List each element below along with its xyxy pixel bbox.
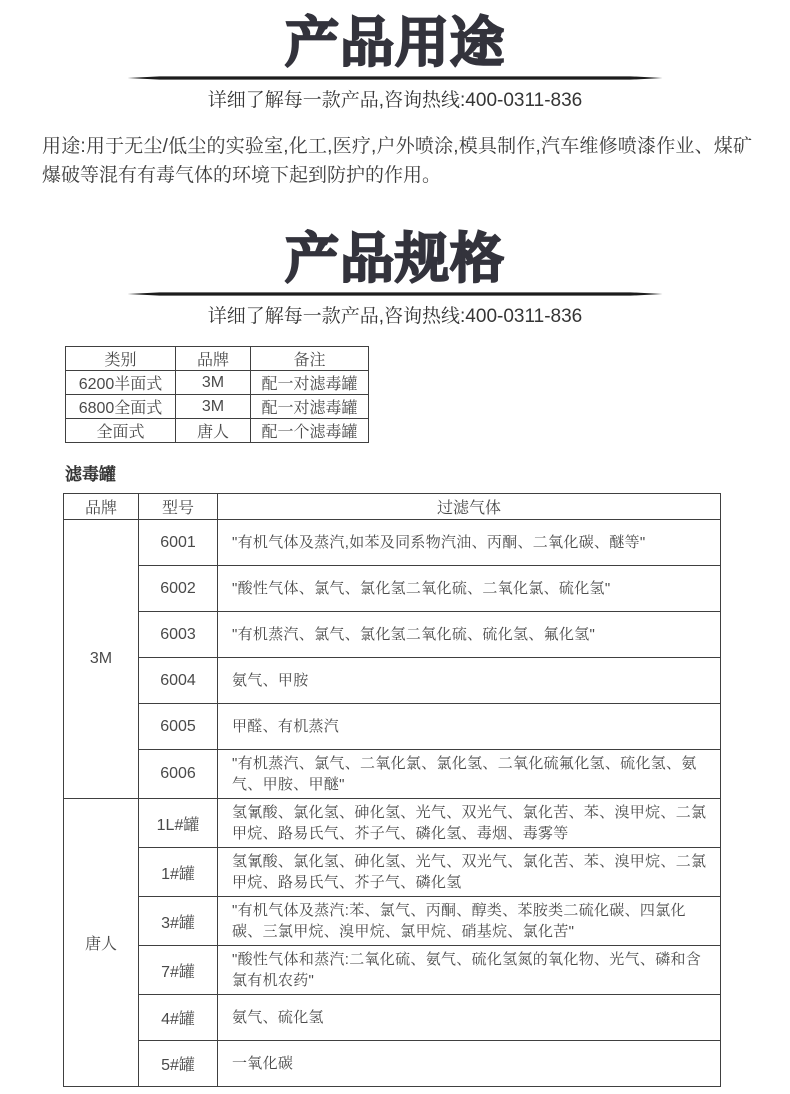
hotline-text: 详细了解每一款产品,咨询热线:400-0311-836	[207, 90, 583, 111]
cell-gases: "有机蒸汽、氯气、二氧化氯、氯化氢、二氧化硫氟化氢、硫化氢、氨气、甲胺、甲醚"	[218, 750, 721, 799]
cell-model: 6003	[139, 612, 218, 658]
header-cell-gases: 过滤气体	[218, 494, 721, 520]
cell-gases: 甲醛、有机蒸汽	[218, 704, 721, 750]
cell-model: 6005	[139, 704, 218, 750]
section-product-specs	[0, 230, 790, 1087]
title-divider-line	[128, 76, 663, 80]
cell-gases: 氨气、甲胺	[218, 658, 721, 704]
table-row	[64, 848, 721, 897]
table-row	[64, 946, 721, 995]
table-row	[64, 799, 721, 848]
cell-gases: 氨气、硫化氢	[218, 995, 721, 1041]
cell-remark: 配一对滤毒罐	[251, 371, 369, 395]
table-header-row	[64, 494, 721, 520]
table-row	[66, 395, 369, 419]
cell-category: 全面式	[66, 419, 176, 443]
header-cell-remark: 备注	[251, 347, 369, 371]
cell-brand-3m: 3M	[64, 520, 139, 799]
filter-canister-table	[63, 493, 721, 1087]
table-row	[64, 612, 721, 658]
cell-category: 6800全面式	[66, 395, 176, 419]
cell-gases: 氢氰酸、氯化氢、砷化氢、光气、双光气、氯化苦、苯、溴甲烷、二氯甲烷、路易氏气、芥子气、磷化氢、毒烟、毒雾等	[218, 799, 721, 848]
cell-model: 5#罐	[139, 1041, 218, 1087]
table-row	[64, 520, 721, 566]
cell-model: 6006	[139, 750, 218, 799]
cell-model: 6004	[139, 658, 218, 704]
cell-gases: "有机蒸汽、氯气、氯化氢二氧化硫、硫化氢、氟化氢"	[218, 612, 721, 658]
table-row	[64, 897, 721, 946]
product-detail-page	[0, 14, 790, 1087]
cell-gases: "酸性气体和蒸汽:二氧化硫、氨气、硫化氢氮的氧化物、光气、磷和含氯有机农药"	[218, 946, 721, 995]
cell-brand-tangren: 唐人	[64, 799, 139, 1087]
cell-brand: 3M	[176, 395, 251, 419]
table-row	[64, 995, 721, 1041]
cell-gases: "酸性气体、氯气、氯化氢二氧化硫、二氧化氯、硫化氢"	[218, 566, 721, 612]
cell-gases: 氢氰酸、氯化氢、砷化氢、光气、双光气、氯化苦、苯、溴甲烷、二氯甲烷、路易氏气、芥子气、磷化氢	[218, 848, 721, 897]
header-cell-category: 类别	[66, 347, 176, 371]
cell-model: 4#罐	[139, 995, 218, 1041]
cell-remark: 配一对滤毒罐	[251, 395, 369, 419]
cell-model: 1L#罐	[139, 799, 218, 848]
table-row	[64, 704, 721, 750]
filter-canister-heading: 滤毒罐	[65, 465, 116, 484]
table-row	[64, 566, 721, 612]
cell-model: 7#罐	[139, 946, 218, 995]
section-product-usage	[0, 14, 790, 190]
hotline-text: 详细了解每一款产品,咨询热线:400-0311-836	[207, 306, 583, 327]
product-spec-table	[65, 346, 369, 443]
header-cell-brand: 品牌	[64, 494, 139, 520]
header-cell-brand: 品牌	[176, 347, 251, 371]
cell-model: 6001	[139, 520, 218, 566]
cell-gases: "有机气体及蒸汽,如苯及同系物汽油、丙酮、二氧化碳、醚等"	[218, 520, 721, 566]
cell-brand: 3M	[176, 371, 251, 395]
specs-section-title: 产品规格	[285, 229, 505, 289]
table-row	[66, 419, 369, 443]
cell-remark: 配一个滤毒罐	[251, 419, 369, 443]
table-row	[64, 658, 721, 704]
cell-model: 3#罐	[139, 897, 218, 946]
table-row	[64, 750, 721, 799]
table-header-row	[66, 347, 369, 371]
cell-gases: 一氧化碳	[218, 1041, 721, 1087]
cell-category: 6200半面式	[66, 371, 176, 395]
cell-gases: "有机气体及蒸汽:苯、氯气、丙酮、醇类、苯胺类二硫化碳、四氯化碳、三氯甲烷、溴甲烷、氯甲烷、硝基烷、氯化苦"	[218, 897, 721, 946]
cell-model: 6002	[139, 566, 218, 612]
cell-model: 1#罐	[139, 848, 218, 897]
header-cell-model: 型号	[139, 494, 218, 520]
title-divider-line	[128, 292, 663, 296]
usage-section-title: 产品用途	[285, 13, 505, 73]
usage-description: 用途:用于无尘/低尘的实验室,化工,医疗,户外喷涂,模具制作,汽车维修喷漆作业、煤矿爆破等混有有毒气体的环境下起到防护的作用。	[42, 136, 752, 186]
table-row	[66, 371, 369, 395]
cell-brand: 唐人	[176, 419, 251, 443]
